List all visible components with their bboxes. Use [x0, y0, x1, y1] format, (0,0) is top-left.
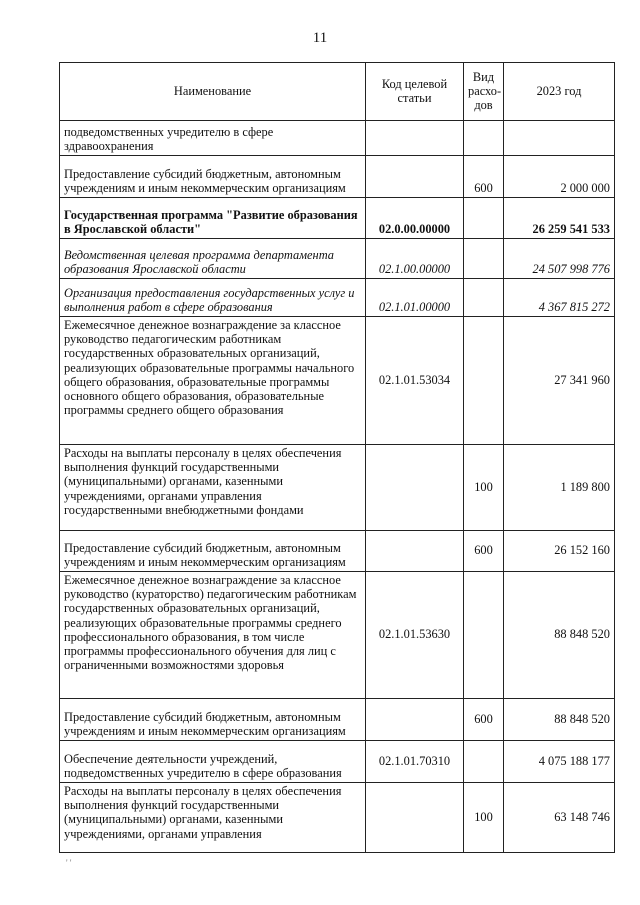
- row-amount: 24 507 998 776: [504, 239, 615, 279]
- row-kind: 600: [464, 699, 504, 741]
- table-row: [60, 699, 615, 741]
- row-kind: 600: [464, 156, 504, 198]
- table-header-row: [60, 63, 615, 121]
- table-row-program: [60, 198, 615, 239]
- table-row: [60, 531, 615, 572]
- row-kind: [464, 317, 504, 445]
- row-amount: 26 259 541 533: [504, 198, 615, 239]
- row-code: [366, 445, 464, 531]
- row-amount: 88 848 520: [504, 572, 615, 699]
- row-name: Государственная программа "Развитие образования в Ярославской области": [60, 198, 366, 239]
- row-code: [366, 783, 464, 853]
- row-name: Ежемесячное денежное вознаграждение за классное руководство педагогическим работникам государственных образовательных организаций, реализующих образовательные программы начального общего образования, образовательные программы основного общего образования, образовательные программы среднего общего образования: [60, 317, 366, 445]
- row-amount: 63 148 746: [504, 783, 615, 853]
- row-kind: [464, 741, 504, 783]
- row-name: Предоставление субсидий бюджетным, автономным учреждениям и иным некоммерческим организациям: [60, 531, 366, 572]
- row-kind: [464, 279, 504, 317]
- row-amount: 1 189 800: [504, 445, 615, 531]
- header-code: Код целевой статьи: [366, 63, 464, 121]
- row-code: 02.1.00.00000: [366, 239, 464, 279]
- scan-mark: ' ': [66, 858, 72, 868]
- row-code: 02.1.01.70310: [366, 741, 464, 783]
- row-kind: 100: [464, 783, 504, 853]
- table-row-subprogram: [60, 239, 615, 279]
- row-name: Ведомственная целевая программа департамента образования Ярославской области: [60, 239, 366, 279]
- row-code: 02.1.01.53630: [366, 572, 464, 699]
- row-name: Обеспечение деятельности учреждений, подведомственных учредителю в сфере образования: [60, 741, 366, 783]
- page-number: 11: [312, 30, 328, 46]
- row-code: [366, 121, 464, 156]
- row-name: Предоставление субсидий бюджетным, автономным учреждениям и иным некоммерческим организациям: [60, 699, 366, 741]
- row-amount: 88 848 520: [504, 699, 615, 741]
- row-name: Предоставление субсидий бюджетным, автономным учреждениям и иным некоммерческим организациям: [60, 156, 366, 198]
- row-amount: 2 000 000: [504, 156, 615, 198]
- row-amount: 27 341 960: [504, 317, 615, 445]
- row-code: 02.0.00.00000: [366, 198, 464, 239]
- row-amount: [504, 121, 615, 156]
- row-kind: [464, 239, 504, 279]
- row-code: 02.1.01.00000: [366, 279, 464, 317]
- table-row: [60, 317, 615, 445]
- row-name: Организация предоставления государственных услуг и выполнения работ в сфере образования: [60, 279, 366, 317]
- row-name: Расходы на выплаты персоналу в целях обеспечения выполнения функций государственными (муниципальными) органами, казенными учреждениями, органами управления государственными внебюджетными фондами: [60, 445, 366, 531]
- table-row: [60, 783, 615, 853]
- row-amount: 26 152 160: [504, 531, 615, 572]
- row-code: 02.1.01.53034: [366, 317, 464, 445]
- table-row-subprogram: [60, 279, 615, 317]
- row-code: [366, 699, 464, 741]
- row-amount: 4 075 188 177: [504, 741, 615, 783]
- table-row: [60, 741, 615, 783]
- row-name: Расходы на выплаты персоналу в целях обеспечения выполнения функций государственными (муниципальными) органами, казенными учреждениями, органами управления: [60, 783, 366, 853]
- header-year: 2023 год: [504, 63, 615, 121]
- row-name: подведомственных учредителю в сфере здравоохранения: [60, 121, 366, 156]
- row-code: [366, 156, 464, 198]
- header-name: Наименование: [60, 63, 366, 121]
- row-name: Ежемесячное денежное вознаграждение за классное руководство (кураторство) педагогическим работникам государственных образовательных организаций, реализующих образовательные программы среднего профессионального образования, в том числе программы профессионального обучения для лиц с ограниченными возможностями здоровья: [60, 572, 366, 699]
- table-row: [60, 121, 615, 156]
- table-row: [60, 156, 615, 198]
- row-kind: [464, 121, 504, 156]
- table-row: [60, 572, 615, 699]
- row-kind: [464, 572, 504, 699]
- row-kind: [464, 198, 504, 239]
- row-amount: 4 367 815 272: [504, 279, 615, 317]
- budget-table: [59, 62, 615, 853]
- row-code: [366, 531, 464, 572]
- row-kind: 600: [464, 531, 504, 572]
- row-kind: 100: [464, 445, 504, 531]
- header-kind: Вид расхо-дов: [464, 63, 504, 121]
- table-row: [60, 445, 615, 531]
